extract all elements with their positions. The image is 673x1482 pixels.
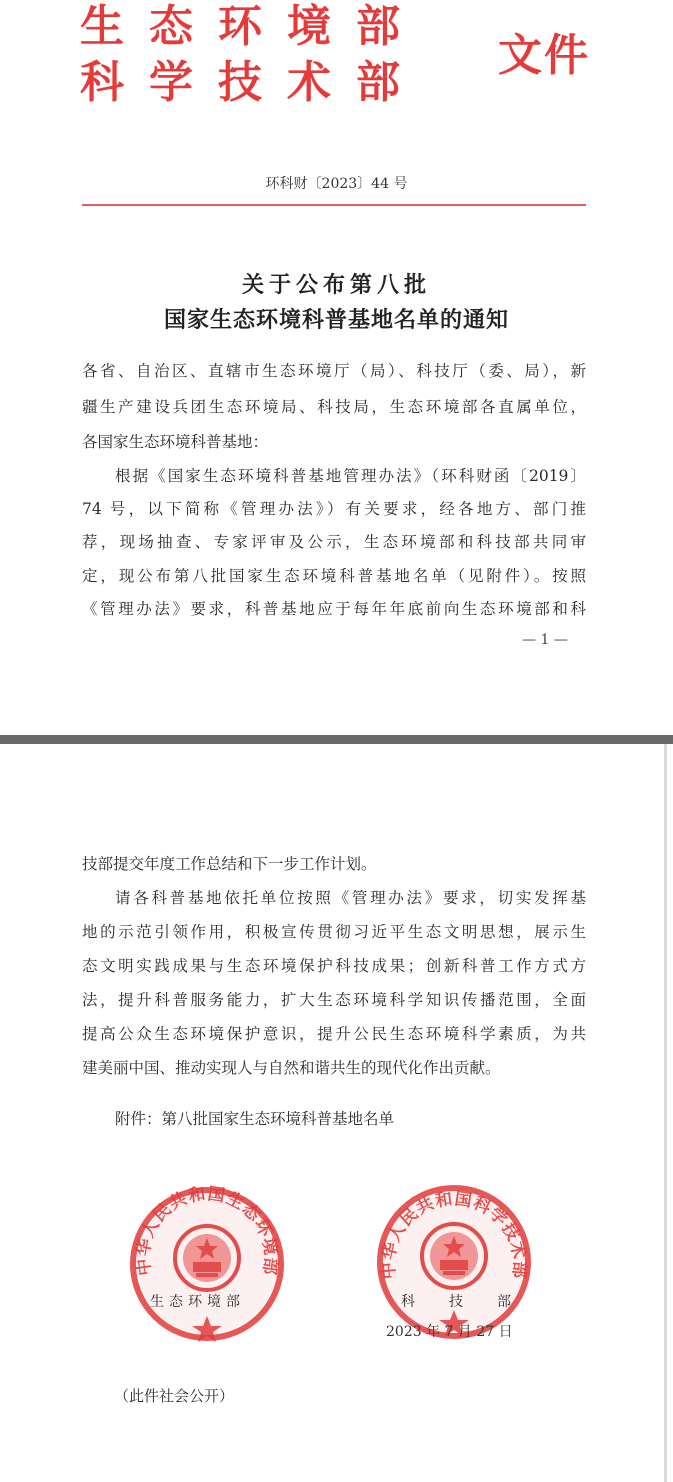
- attachment-note: 附件：第八批国家生态环境科普基地名单: [115, 1110, 395, 1128]
- header-issuer-1: 生态环境部: [80, 1, 425, 52]
- sign-date: 2023 年 7 月 27 日: [386, 1324, 513, 1340]
- page-edge-shadow: [664, 744, 667, 1482]
- body-line: 法，提升科普服务能力，扩大生态环境科学知识传播范围，全面: [82, 991, 586, 1009]
- document-number: 环科财〔2023〕44 号: [265, 176, 408, 192]
- national-emblem-icon: [422, 1224, 486, 1288]
- public-disclosure-note: （此件社会公开）: [114, 1387, 235, 1405]
- body-line: 74 号，以下简称《管理办法》）有关要求，经各地方、部门推: [82, 500, 586, 518]
- body-line: 根据《国家生态环境科普基地管理办法》（环科财函〔2019〕: [115, 467, 586, 485]
- body-line: 提高公众生态环境保护意识，提升公民生态环境科学素质，为共: [82, 1025, 586, 1043]
- notice-title-line-2: 国家生态环境科普基地名单的通知: [163, 307, 509, 333]
- body-line: 地的示范引领作用，积极宣传贯彻习近平生态文明思想，展示生: [82, 923, 586, 941]
- body-line: 疆生产建设兵团生态环境局、科技局，生态环境部各直属单位，: [82, 398, 586, 416]
- body-line: 请各科普基地依托单位按照《管理办法》要求，切实发挥基: [115, 889, 586, 907]
- body-line: 建美丽中国、推动实现人与自然和谐共生的现代化作出贡献。: [82, 1059, 501, 1077]
- ministry-of-ecology-seal: [130, 1180, 284, 1344]
- body-line: 技部提交年度工作总结和下一步工作计划。: [82, 855, 377, 873]
- signature-ecology-ministry: 生态环境部: [150, 1294, 245, 1310]
- body-line: 各国家生态环境科普基地：: [82, 433, 269, 451]
- signature-science-ministry: 科技部: [401, 1294, 545, 1310]
- header-document-label: 文件: [498, 30, 590, 81]
- body-line: 荐，现场抽查、专家评审及公示，生态环境部和科技部共同审: [82, 533, 586, 551]
- body-line: 《管理办法》要求，科普基地应于每年年底前向生态环境部和科: [82, 600, 586, 618]
- red-separator-rule: [82, 204, 586, 206]
- national-emblem-icon: [175, 1226, 239, 1290]
- body-line: 各省、自治区、直辖市生态环境厅（局）、科技厅（委、局），新: [82, 362, 586, 380]
- seal-left-text: 中华人民共和国生态环境部: [133, 1184, 281, 1277]
- header-issuer-2: 科学技术部: [80, 57, 425, 108]
- ministry-of-science-seal: [374, 1182, 534, 1342]
- notice-title-line-1: 关于公布第八批: [241, 272, 431, 298]
- body-line: 定，现公布第八批国家生态环境科普基地名单（见附件）。按照: [82, 567, 586, 585]
- seal-right-text: 中华人民共和国科学技术部: [378, 1189, 530, 1280]
- page-number: — 1 —: [522, 632, 568, 648]
- body-line: 态文明实践成果与生态环境保护科技成果；创新科普工作方式方: [82, 957, 586, 975]
- page-divider: [0, 735, 673, 744]
